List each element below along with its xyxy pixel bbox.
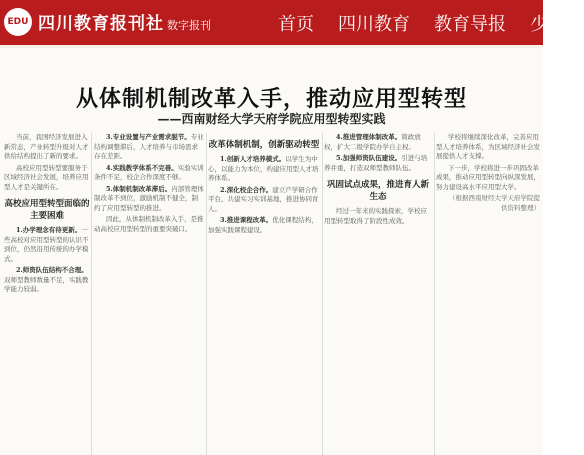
brand-name: 四川教育报刊社 (38, 14, 164, 34)
section-heading: 巩固试点成果，推进育人新生态 (326, 180, 429, 202)
newspaper-page (0, 48, 543, 455)
site-header (0, 0, 584, 45)
brand-subtitle: 数字报刊 (167, 19, 211, 32)
nav-sichuan-education[interactable]: 四川教育 (338, 14, 410, 35)
point-title: 2.深化校企合作。 (220, 185, 273, 194)
point-text: 一些高校对应用型转型的认识不到位，仍然沿用传统的办学模式。 (4, 226, 89, 263)
section-heading: 高校应用型转型面临的主要困难 (4, 199, 90, 221)
paragraph: 当前，我国经济发展进入新常态，产业转型升级对人才供给结构提出了新的要求。 (4, 133, 89, 160)
nav-home[interactable]: 首页 (278, 14, 314, 35)
paragraph: 因此，从体制机制改革入手，是推动高校应用型转型的重要突破口。 (94, 215, 204, 233)
column-divider (91, 133, 92, 455)
article-column-1 (4, 133, 90, 455)
point-text: 内部管理体制改革不到位，激励机制不健全，制约了应用型转型的推进。 (94, 184, 204, 212)
column-divider (206, 133, 207, 455)
article-column-4 (324, 133, 432, 455)
article-headline: 从体制机制改革入手，推动应用型转型 (75, 87, 467, 112)
point-title: 1.创新人才培养模式。 (220, 155, 286, 163)
point-title: 4.实践教学体系不完善。 (106, 163, 178, 172)
point-text: 引进与培养并重，打造双师型教师队伍。 (324, 154, 428, 172)
point-text: 实验实训条件不足，校企合作深度不够。 (94, 163, 204, 181)
point-text: 以学生为中心，以能力为本位，构建应用型人才培养体系。 (208, 155, 319, 182)
article-credit: （根据西南财经大学天府学院提供资料整理） (449, 194, 540, 212)
article-column-3 (208, 133, 320, 455)
paragraph: 学校将继续深化改革，完善应用型人才培养体系，为区域经济社会发展提供人才支撑。 (436, 133, 540, 160)
nav-youth[interactable]: 少年百 (530, 14, 584, 35)
point-title: 4.推进管理体制改革。 (336, 133, 402, 141)
point-text: 优化课程结构，加强实践课程建设。 (208, 216, 318, 234)
paragraph: 高校应用型转型要服务于区域经济社会发展，培养应用型人才是关键所在。 (4, 163, 89, 191)
point-title: 3.专业设置与产业需求脱节。 (106, 133, 191, 141)
paragraph: 经过一年来的实践探索，学校应用型转型取得了阶段性成效。 (324, 207, 427, 225)
point-text: 简政放权，扩大二级学院办学自主权。 (324, 133, 421, 151)
point-text: 专业结构调整滞后，人才培养与市场需求存在差距。 (94, 133, 204, 160)
point-title: 3.推进课程改革。 (220, 216, 273, 224)
main-nav (278, 10, 584, 36)
point-text: 双师型教师数量不足，实践教学能力较弱。 (4, 275, 89, 293)
article-column-2 (94, 133, 204, 455)
point-title: 2.师资队伍结构不合理。 (16, 266, 88, 274)
article-column-5 (436, 133, 540, 455)
point-text: 建立产学研合作平台，共建实习实训基地，推进协同育人。 (208, 185, 319, 213)
column-divider (434, 133, 435, 455)
nav-education-guide[interactable]: 教育导报 (434, 14, 506, 35)
column-divider (322, 133, 323, 455)
edu-logo[interactable]: EDU (4, 8, 32, 36)
point-title: 1.办学理念有待更新。 (16, 226, 82, 234)
point-title: 5.体制机制改革滞后。 (106, 184, 172, 193)
section-heading: 改革体制机制，创新驱动转型 (208, 140, 320, 150)
site-brand[interactable] (38, 9, 211, 34)
paragraph: 下一步，学校将进一步巩固改革成果，推动应用型转型向纵深发展，努力建设高水平应用型大学。 (436, 163, 540, 191)
point-title: 5.加强师资队伍建设。 (336, 154, 402, 162)
article-subhead: ——西南财经大学天府学院应用型转型实践 (157, 112, 386, 126)
